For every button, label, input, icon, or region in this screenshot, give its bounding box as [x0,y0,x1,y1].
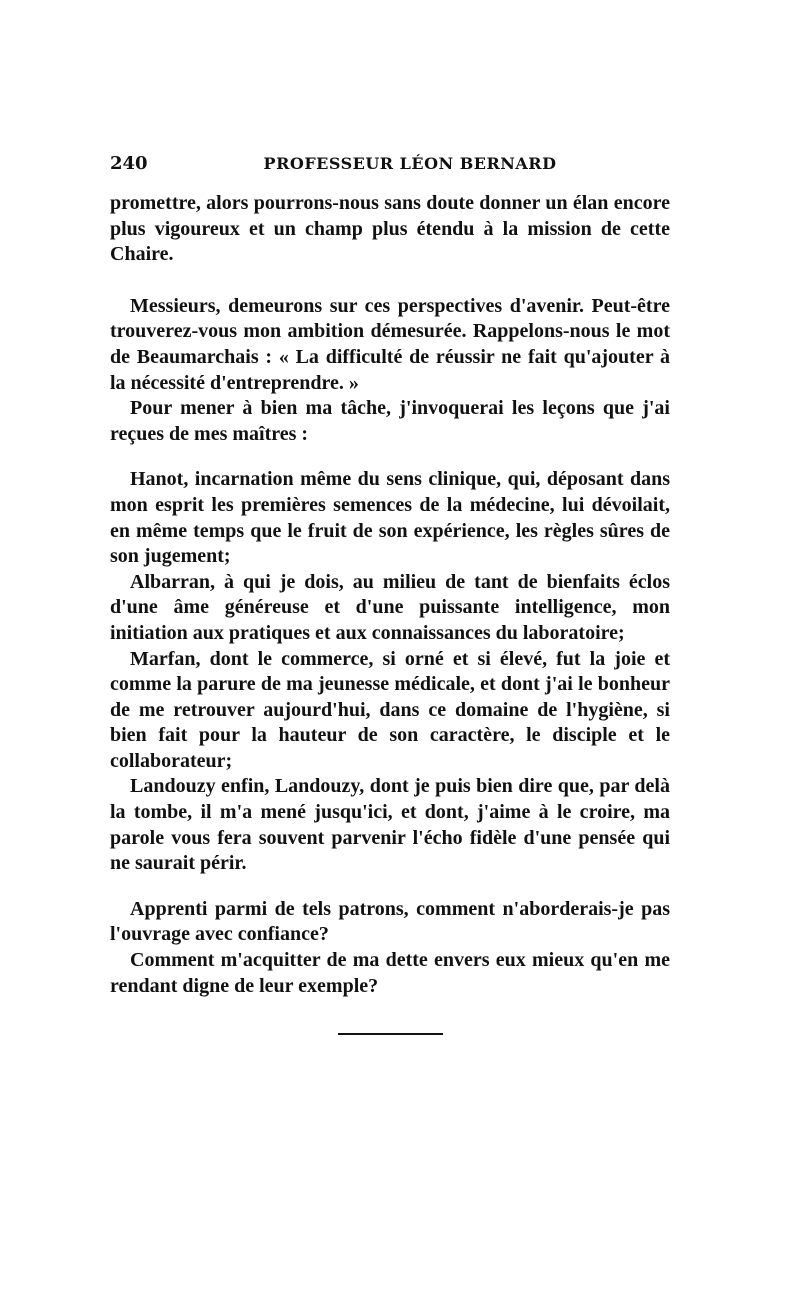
paragraph-albarran: Albarran, à qui je dois, au milieu de tant de bienfaits éclos d'une âme généreuse et d'une puissante intelligence, mon initiation aux pratiques et aux connaissances du laboratoire; [110,570,670,644]
paragraph-apprenti: Apprenti parmi de tels patrons, comment n'aborderais-je pas l'ouvrage avec confiance? [110,897,670,946]
body-text [110,191,670,999]
paragraph-landouzy: Landouzy enfin, Landouzy, dont je puis bien dire que, par delà la tombe, il m'a mené jusqu'ici, et dont, j'aime à le croire, ma parole vous fera souvent parvenir l'écho fidèle d'une pensée qui ne saurait périr. [110,775,670,875]
paragraph-messieurs: Messieurs, demeurons sur ces perspectives d'avenir. Peut-être trouverez-vous mon ambition démesurée. Rappelons-nous le mot de Beaumarchais : « La difficulté de réussir ne fait qu'ajouter à la nécessité d'entreprendre. » [110,294,670,394]
section-end-rule [338,1033,443,1035]
paragraph-continuation: promettre, alors pourrons-nous sans doute donner un élan encore plus vigoureux et un champ plus étendu à la mission de cette Chaire. [110,192,670,266]
paragraph-lecons: Pour mener à bien ma tâche, j'invoquerai les leçons que j'ai reçues de mes maîtres : [110,397,670,445]
page-number: 240 [110,153,148,174]
page-header [110,153,670,179]
paragraph-comment: Comment m'acquitter de ma dette envers eux mieux qu'en me rendant digne de leur exemple? [110,949,670,997]
paragraph-marfan: Marfan, dont le commerce, si orné et si élevé, fut la joie et comme la parure de ma jeunesse médicale, et dont j'ai le bonheur de me retrouver aujourd'hui, dans ce domaine de l'hygiène, si bien fait pour la hauteur de son caractère, le disciple et le collaborateur; [110,647,670,772]
paragraph-hanot: Hanot, incarnation même du sens clinique, qui, déposant dans mon esprit les premières semences de la médecine, lui dévoilait, en même temps que le fruit de son expérience, les règles sûres de son jugement; [110,468,670,568]
running-head: PROFESSEUR LÉON BERNARD [263,154,557,173]
